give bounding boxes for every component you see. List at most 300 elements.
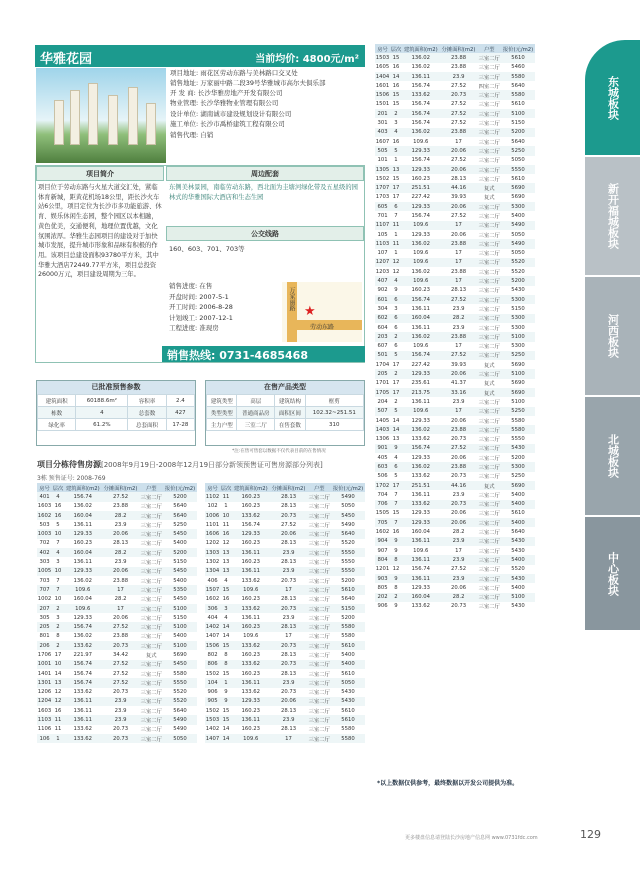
table-cell: 三室二厅 [477, 109, 501, 118]
table-cell: 三室二厅 [307, 492, 331, 501]
table-row [375, 379, 535, 388]
table-cell: 1304 [205, 568, 220, 575]
table-cell: 23.9 [270, 567, 308, 576]
table-cell: 109.6 [64, 585, 102, 594]
table-cell: 20.06 [440, 165, 478, 174]
table-row [37, 595, 197, 604]
table-cell: 1407 [205, 633, 220, 640]
table-cell: 4 [394, 454, 398, 461]
table-cell: 20.06 [450, 510, 467, 517]
table-cell: 20.73 [280, 689, 297, 696]
table-cell: 20.06 [450, 584, 467, 591]
table-cell: 三室二厅 [139, 697, 163, 706]
table-cell: 三室二厅 [478, 306, 500, 313]
table-cell: 1102 [205, 493, 220, 500]
table-cell: 160.23 [241, 670, 261, 677]
table-cell: 5580 [511, 417, 525, 424]
table-row [37, 576, 197, 585]
table-row [375, 230, 535, 239]
info-line: 设计单位: 湖南诚市建设规划设计有限公司 [170, 109, 292, 118]
table-cell: 三室二厅 [308, 522, 330, 529]
table-row [375, 174, 535, 183]
column-header: 建筑面积(m2) [232, 483, 270, 492]
table-cell: 23.88 [450, 64, 467, 71]
table-cell: 5520 [501, 258, 535, 267]
project-title: 华雅花园 [40, 52, 93, 67]
table-cell: 160.23 [411, 175, 431, 182]
table-cell: 三室二厅 [478, 511, 500, 518]
table-cell: 5250 [501, 351, 535, 360]
table-cell: 105 [377, 231, 388, 238]
table-cell: 三室二厅 [308, 634, 330, 641]
table-cell: 28.13 [280, 670, 297, 677]
table-cell: 三室二厅 [478, 65, 500, 72]
table-row [37, 539, 197, 548]
table-row [205, 585, 365, 594]
table-cell: 136.11 [411, 491, 431, 498]
table-cell: 28.2 [452, 529, 465, 536]
table-cell: 23.9 [270, 715, 308, 724]
table-cell: 三室二厅 [477, 90, 501, 99]
table-cell: 16 [54, 707, 62, 714]
table-cell: 5200 [501, 276, 535, 285]
schedule-line: 计划竣工: 2007-12-1 [169, 313, 233, 322]
table-cell: 16 [222, 596, 230, 603]
table-cell: 5100 [501, 332, 535, 341]
table-cell: 23.9 [440, 72, 478, 81]
table-cell: 133.62 [232, 660, 270, 669]
table-cell: 28.13 [280, 596, 297, 603]
table-cell: 15 [222, 670, 230, 677]
table-cell: 4 [76, 407, 128, 419]
table-row [375, 416, 535, 425]
table-cell: 三室二厅 [140, 504, 162, 511]
table-cell: 133.62 [232, 604, 270, 613]
listing-table-b [205, 483, 365, 743]
side-tab[interactable]: 北城板块 [585, 397, 640, 515]
table-cell: 17 [440, 276, 478, 285]
table-cell: 框剪 [305, 395, 363, 407]
table-cell: 156.74 [402, 295, 440, 304]
table-cell: 2 [394, 398, 398, 405]
table-cell: 133.62 [232, 641, 270, 650]
table-cell: 1305 [375, 166, 390, 173]
table-cell: 主力户型 [207, 419, 237, 431]
table-cell: 129.33 [402, 202, 440, 211]
table-row [37, 585, 197, 594]
table-cell: 20.06 [450, 417, 467, 424]
table-cell: 三室二厅 [139, 678, 163, 687]
table-cell: 23.88 [440, 239, 478, 248]
table-cell: 三室二厅 [140, 578, 162, 585]
table-cell: 20.73 [450, 603, 467, 610]
table-cell: 5610 [341, 707, 355, 714]
table-cell: 5400 [341, 651, 355, 658]
table-cell: 5400 [173, 633, 187, 640]
table-row [205, 492, 365, 501]
table-cell: 27.52 [280, 521, 297, 528]
table-row [375, 500, 535, 509]
table-cell: 三室二厅 [307, 660, 331, 669]
table-cell: 3 [220, 604, 232, 613]
table-cell: 13 [220, 567, 232, 576]
table-cell: 109.6 [413, 250, 429, 257]
table-cell: 5300 [511, 324, 525, 331]
table-cell: 20.73 [450, 436, 467, 443]
table-cell: 235.61 [411, 380, 431, 387]
table-cell: 20.06 [102, 529, 140, 538]
table-cell: 136.11 [73, 521, 93, 528]
table-cell: 503 [39, 521, 50, 528]
table-cell: 903 [375, 574, 390, 583]
table-cell: 1605 [375, 64, 390, 71]
table-cell: 5430 [341, 689, 355, 696]
table-cell: 5430 [511, 287, 525, 294]
table-row [205, 595, 365, 604]
table-cell: 17 [392, 380, 400, 387]
table-cell: 5690 [173, 651, 187, 658]
table-cell: 三室二厅 [478, 176, 500, 183]
table-cell: 5640 [163, 511, 197, 520]
table-cell: 三室二厅 [140, 541, 162, 548]
table-cell: 1701 [375, 380, 390, 387]
table-cell: 607 [377, 343, 388, 350]
table-cell: 11 [220, 492, 232, 501]
table-cell: 27.52 [102, 492, 140, 501]
project-photo [36, 68, 166, 163]
table-cell: 三室二厅 [477, 369, 501, 378]
table-row [37, 604, 197, 613]
table-cell: 5450 [163, 529, 197, 538]
table-cell: 5400 [331, 660, 365, 669]
schedule-line: 开工时间: 2006-8-28 [169, 303, 233, 311]
table-cell: 5550 [511, 436, 525, 443]
column-header: 户型 [477, 44, 501, 53]
table-cell: 136.11 [402, 72, 440, 81]
table-cell: 1703 [375, 194, 390, 201]
table-cell: 1303 [205, 549, 220, 556]
table-cell: 1 [220, 678, 232, 687]
table-cell: 23.88 [112, 633, 129, 640]
table-cell: 三室二厅 [139, 548, 163, 557]
table-cell: 129.33 [411, 510, 431, 517]
table-cell: 5690 [511, 361, 525, 368]
table-note: *以上数据仅供参考，最终数据以开发公司提供为准。 [377, 780, 519, 787]
table-cell: 5430 [331, 697, 365, 706]
table-cell: 156.74 [64, 622, 102, 631]
table-cell: 16 [392, 138, 400, 145]
side-tab[interactable]: 东城板块 [585, 40, 640, 155]
table-cell: 14 [222, 633, 230, 640]
table-cell: 7 [56, 577, 60, 584]
table-row [375, 156, 535, 165]
table-cell: 20.73 [102, 734, 140, 743]
table-cell: 三室二厅 [139, 660, 163, 669]
table-cell: 三室二厅 [140, 560, 162, 567]
table-cell: 15 [220, 641, 232, 650]
table-cell: 205 [37, 622, 52, 631]
table-cell: 5580 [173, 670, 187, 677]
table-cell: 133.62 [64, 734, 102, 743]
table-cell: 6 [390, 314, 402, 323]
table-cell: 1505 [375, 510, 390, 517]
table-row [375, 453, 535, 462]
table-cell: 136.11 [64, 697, 102, 706]
table-cell: 三室二厅 [237, 419, 275, 431]
table-cell: 17 [390, 481, 402, 490]
table-cell: 5200 [511, 454, 525, 461]
table-cell: 507 [375, 407, 390, 416]
table-row [375, 258, 535, 267]
table-cell: 三室二厅 [140, 634, 162, 641]
table-cell: 5400 [511, 491, 525, 498]
table-cell: 706 [375, 500, 390, 509]
table-cell: 三室二厅 [477, 221, 501, 230]
table-cell: 23.9 [440, 574, 478, 583]
table-cell: 16 [392, 64, 400, 71]
table-cell: 1503 [375, 54, 390, 61]
side-tab[interactable]: 河西板块 [585, 277, 640, 395]
table-row [375, 202, 535, 211]
table-cell: 23.9 [114, 521, 127, 528]
table-cell: 207 [37, 604, 52, 613]
table-cell: 20.06 [440, 369, 478, 378]
bus-lines: 160、603、701、703等 [169, 245, 245, 253]
table-cell: 206 [37, 641, 52, 650]
table-cell: 20.73 [440, 90, 478, 99]
table-cell: 129.33 [411, 454, 431, 461]
table-cell: 三室二厅 [477, 202, 501, 211]
table-row [375, 518, 535, 527]
table-cell: 5150 [173, 614, 187, 621]
table-cell: 156.74 [411, 101, 431, 108]
table-cell: 5460 [511, 64, 525, 71]
table-cell: 三室二厅 [478, 158, 500, 165]
table-cell: 三室二厅 [307, 697, 331, 706]
table-cell: 404 [207, 614, 218, 621]
table-cell: 5490 [173, 726, 187, 733]
table-cell: 15 [222, 707, 230, 714]
table-cell: 5640 [173, 707, 187, 714]
table-cell: 7 [394, 212, 398, 219]
table-cell: 28.13 [280, 726, 297, 733]
table-cell: 156.74 [411, 212, 431, 219]
table-cell: 20.06 [112, 614, 129, 621]
table-cell: 23.9 [452, 305, 465, 312]
table-cell: 160.23 [232, 492, 270, 501]
table-row [375, 118, 535, 127]
table-cell: 44.16 [440, 481, 478, 490]
table-cell: 17 [440, 221, 478, 230]
side-tab[interactable]: 新开福城板块 [585, 157, 640, 275]
table-cell: 160.04 [411, 529, 431, 536]
table-cell: 17 [270, 585, 308, 594]
side-tab[interactable]: 中心板块 [585, 517, 640, 630]
table-row [375, 100, 535, 109]
table-cell: 136.11 [232, 715, 270, 724]
table-cell: 三室二厅 [307, 641, 331, 650]
project-header [35, 45, 365, 67]
table-cell: 501 [375, 351, 390, 360]
table-cell: 5100 [501, 593, 535, 602]
table-cell: 9 [394, 287, 398, 294]
table-cell: 5450 [173, 596, 187, 603]
table-cell: 15 [390, 53, 402, 62]
column-header: 报价(元/m2) [331, 483, 365, 492]
table-cell: 复式 [483, 362, 495, 369]
table-cell: 23.88 [440, 53, 478, 62]
table-row [375, 295, 535, 304]
table-cell: 28.13 [270, 622, 308, 631]
table-cell: 三室二厅 [478, 399, 500, 406]
table-cell: 三室二厅 [139, 567, 163, 576]
table-cell: 5430 [511, 603, 525, 610]
table-cell: 20.73 [450, 473, 467, 480]
table-cell: 33.16 [440, 388, 478, 397]
table-cell: 三室二厅 [139, 492, 163, 501]
table-cell: 三室二厅 [140, 690, 162, 697]
table-cell: 三室二厅 [308, 690, 330, 697]
table-cell: 3 [394, 305, 398, 312]
table-cell: 407 [375, 276, 390, 285]
table-cell: 11 [390, 221, 402, 230]
table-cell: 三室二厅 [478, 492, 500, 499]
table-cell: 7 [390, 518, 402, 527]
table-cell: 5300 [501, 295, 535, 304]
table-cell: 7 [394, 491, 398, 498]
nearby-heading: 周边配套 [166, 166, 364, 181]
table-cell: 1707 [375, 185, 390, 192]
table-cell: 4 [52, 548, 64, 557]
table-cell: 23.9 [114, 559, 127, 566]
table-cell: 1602 [205, 596, 220, 603]
table-cell: 12 [52, 697, 64, 706]
table-cell: 5400 [511, 584, 525, 591]
table-cell: 三室二厅 [477, 332, 501, 341]
table-cell: 5250 [511, 473, 525, 480]
table-row [375, 267, 535, 276]
table-cell: 28.13 [280, 559, 297, 566]
table-cell: 三室二厅 [478, 139, 500, 146]
approval-title: 已批准预售参数 [37, 381, 195, 394]
table-row [37, 520, 197, 529]
table-cell: 2 [52, 604, 64, 613]
table-row [375, 583, 535, 592]
table-row [375, 574, 535, 583]
table-row [37, 725, 197, 734]
table-cell: 133.62 [411, 473, 431, 480]
table-cell: 136.11 [73, 707, 93, 714]
table-cell: 109.6 [402, 258, 440, 267]
table-cell: 160.23 [241, 651, 261, 658]
table-cell: 13 [52, 678, 64, 687]
table-cell: 5350 [163, 585, 197, 594]
table-cell: 160.23 [241, 596, 261, 603]
table-cell: 20.06 [440, 202, 478, 211]
table-cell: 5300 [511, 343, 525, 350]
table-row [205, 706, 365, 715]
table-cell: 在售套数 [275, 419, 305, 431]
table-cell: 普通商品房 [237, 407, 275, 419]
table-cell: 5490 [163, 715, 197, 724]
table-cell: 305 [39, 614, 50, 621]
table-cell: 总套数 [128, 407, 166, 419]
table-cell: 20.73 [280, 577, 297, 584]
table-cell: 5050 [163, 734, 197, 743]
table-cell: 16 [392, 82, 400, 89]
table-row [375, 342, 535, 351]
table-cell: 三室二厅 [139, 734, 163, 743]
table-cell: 三室二厅 [139, 511, 163, 520]
info-line: 项目地址: 雨花区劳动东路与美林路口交叉处 [170, 69, 298, 77]
table-cell: 136.11 [402, 574, 440, 583]
table-cell: 156.74 [411, 157, 431, 164]
table-cell: 20.06 [270, 697, 308, 706]
table-cell: 1006 [205, 512, 220, 519]
table-row [205, 529, 365, 538]
table-cell: 高层 [237, 395, 275, 407]
table-cell: 1706 [37, 651, 52, 658]
sales-hotline: 销售热线: 0731-4685468 [162, 346, 365, 362]
table-row [375, 434, 535, 443]
table-cell: 156.74 [402, 109, 440, 118]
table-row [37, 660, 197, 669]
table-cell: 三室二厅 [478, 474, 500, 481]
table-cell: 5690 [501, 481, 535, 490]
table-cell: 23.9 [440, 537, 478, 546]
table-cell: 701 [377, 212, 388, 219]
column-header: 层次 [220, 483, 232, 492]
table-cell: 11 [54, 726, 62, 733]
approval-panel [36, 380, 196, 446]
table-cell: 136.02 [402, 53, 440, 62]
table-cell: 1502 [205, 670, 220, 677]
column-header: 报价(元/m2) [501, 44, 535, 53]
table-cell: 5690 [511, 380, 525, 387]
table-cell: 5150 [511, 305, 525, 312]
table-cell: 13 [222, 559, 230, 566]
table-cell: 156.74 [64, 660, 102, 669]
table-cell: 5 [390, 351, 402, 360]
table-cell: 205 [375, 369, 390, 378]
table-cell: 类型类型 [207, 407, 237, 419]
table-cell: 301 [377, 120, 388, 127]
table-cell: 14 [54, 670, 62, 677]
table-cell: 1 [52, 734, 64, 743]
table-row [205, 669, 365, 678]
table-cell: 907 [377, 547, 388, 554]
table-row [205, 576, 365, 585]
table-cell: 三室二厅 [307, 734, 331, 743]
table-cell: 5580 [501, 90, 535, 99]
table-row [37, 632, 197, 641]
column-header: 层次 [52, 483, 64, 492]
overview-heading: 项目简介 [36, 166, 164, 181]
table-cell: 15 [392, 175, 400, 182]
table-cell: 三室二厅 [477, 462, 501, 471]
table-row [37, 697, 197, 706]
table-cell: 906 [377, 603, 388, 610]
table-cell: 27.52 [450, 157, 467, 164]
table-cell: 44.16 [440, 183, 478, 192]
info-line: 施工单位: 长沙市禹桥建筑工程有限公司 [170, 120, 285, 128]
table-cell: 5200 [163, 492, 197, 501]
table-cell: 三室二厅 [478, 418, 500, 425]
table-cell: 三室二厅 [478, 325, 500, 332]
table-cell: 4 [52, 492, 64, 501]
table-row [375, 63, 535, 72]
table-cell: 160.23 [241, 503, 261, 510]
